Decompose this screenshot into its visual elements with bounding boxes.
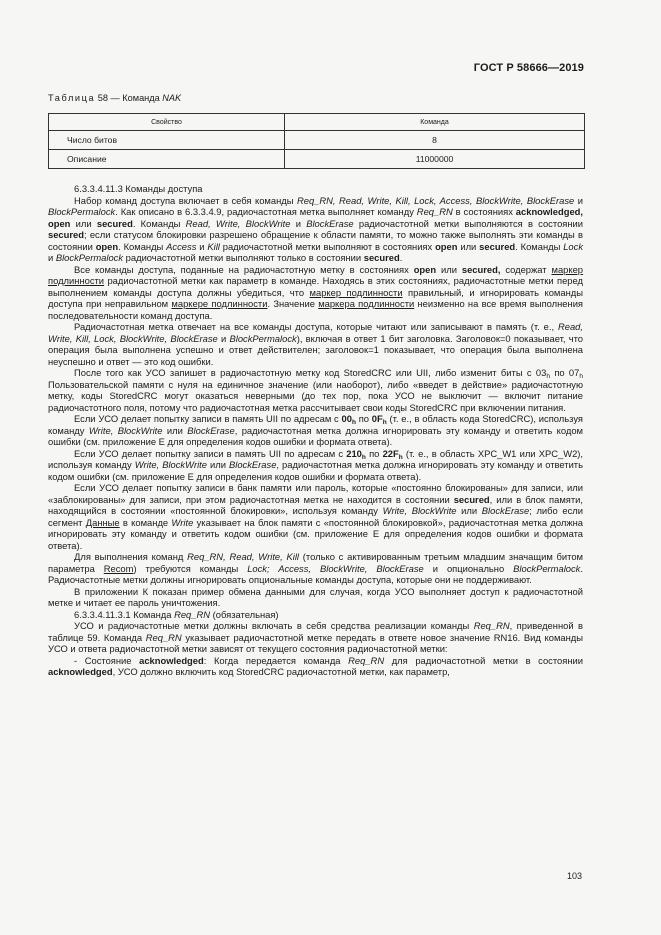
standard-header: ГОСТ Р 58666—2019	[473, 62, 584, 74]
section-heading: 6.3.3.4.11.3 Команды доступа	[74, 183, 203, 194]
paragraph: УСО и радиочастотные метки должны включать в себя средства реализации команды Req_RN, приведенной в таблице 59. Команда Req_RN указывает радиочастотной метке передать в ответе новое значение RN16. Вид команды УСО и ответа радиочастотной метки зависят от текущего состояния радиочастотной метки:	[48, 620, 584, 654]
paragraph: После того как УСО запишет в радиочастотную метку код StoredCRC или UII, либо изменит биты с $03_h$ по $07_h$ Пользовательской памяти с нуля на единичное значение (или наоборот), либо «введет в действие» радиочастотную метку, коды StoredCRC могут оказаться неверными (до тех пор, пока УСО не выключит — включит питание радиочастотного поля, потому что радиочастотная метка рассчитывает свои коды StoredCRC при включении питания.	[48, 367, 583, 413]
table-cell: 11000000	[285, 150, 585, 169]
paragraph: Если УСО делает попытку записи в память UII по адресам с $210_h$ по $22F_h$ (т. е., в область XPC_W1 или XPC_W2), используя команду Write, BlockWrite или BlockErase, радиочастотная метка должна игнорировать эту команду и ответить кодом ошибки (см. приложение Е для определения кодов ошибки и формата ответа).	[48, 447, 584, 482]
table-caption	[48, 93, 181, 103]
page-number: 103	[566, 871, 582, 881]
paragraph: Если УСО делает попытку записи в банк памяти или пароль, которые «постоянно блокированы» для записи, или «заблокированы» для записи, при этом радиочастотная метка не находится в состоянии secured, или в блок памяти, находящийся в состоянии «постоянной блокировки», используя команду Write, BlockWrite или BlockErase; либо если сегмент Данные в команде Write указывает на блок памяти с «постоянной блокировкой», радиочастотная метка должна игнорировать эту команду и ответить кодом ошибки (см. приложение Е для определения кодов ошибки и формата ответа).	[48, 482, 584, 551]
table-caption-label: Таблица	[48, 93, 96, 103]
table-cell: 8	[285, 131, 585, 150]
nak-table	[48, 113, 585, 169]
paragraph: Для выполнения команд Req_RN, Read, Write, Kill (только с активированным третьим младшим значащим битом параметра Recom) требуются команды Lock; Access, BlockWrite, BlockErase и опционально BlockPermalock. Радиочастотные метки должны игнорировать опциональные команды доступа, которые они не поддерживают.	[48, 551, 584, 585]
paragraph: Радиочастотная метка отвечает на все команды доступа, которые читают или записывают в память (т. е., Read, Write, Kill, Lock, BlockWrite, BlockErase и BlockPermalock), включая в ответ 1 бит заголовка. Заголовок=0 показывает, что операция была выполнена успешно и ответ действителен; заголовок=1 показывает, что операция была выполнена неуспешно и ответ — это код ошибки.	[48, 321, 583, 367]
section-subheading: 6.3.3.4.11.3.1 Команда Req_RN (обязательная)	[74, 608, 279, 620]
paragraph: Если УСО делает попытку записи в память UII по адресам с $00_h$ по $0F_h$ (т. е., в область кода StoredCRC), используя команду Write, BlockWrite или BlockErase, радиочастотная метка должна игнорировать эту команду и ответить кодом ошибки (см. приложение Е для определения кодов ошибки и формата ответа).	[48, 413, 583, 447]
table-caption-text: 58 — Команда	[95, 93, 163, 103]
paragraph: - Состояние acknowledged: Когда передается команда Req_RN для радиочастотной метки в состоянии acknowledged, УСО должно включить код StoredCRC радиочастотной метки, как параметр,	[48, 654, 583, 677]
table-cell: Описание	[49, 150, 285, 169]
paragraph: Набор команд доступа включает в себя команды Req_RN, Read, Write, Kill, Lock, Access, BlockWrite, BlockErase и BlockPermalock. Как описано в 6.3.3.4.9, радиочастотная метка выполняет команду Req_RN в состояниях acknowledged, open или secured. Команды Read, Write, BlockWrite и BlockErase радиочастотной метки выполняются в состоянии secured; если статусом блокировки разрешено обращение к области памяти, то можно также выполнять эти команды в состоянии open. Команды Access и Kill радиочастотной метки выполняют в состояниях open или secured. Команды Lock и BlockPermalock радиочастотной метки выполняют только в состоянии secured.	[48, 194, 584, 263]
paragraph: В приложении К показан пример обмена данными для случая, когда УСО выполняет доступ к радиочастотной метке и читает ее пароль уничтожения.	[48, 585, 583, 608]
table-header-property: Свойство	[49, 114, 285, 131]
table-header-command: Команда	[285, 114, 585, 131]
paragraph: Все команды доступа, поданные на радиочастотную метку в состояниях open или secured, содержат маркер подлинности радиочастотной метки как параметр в команде. Находясь в этих состояниях, радиочастотные метки перед выполнением команды доступа должны убедиться, что маркер подлинности правильный, и игнорировать команды доступа при неправильном маркере подлинности. Значение маркера подлинности неизменно на все время выполнения последовательности команд доступа.	[48, 263, 584, 321]
table-caption-command: NAK	[162, 93, 182, 103]
table-cell: Число битов	[49, 131, 285, 150]
document-body	[48, 183, 583, 678]
